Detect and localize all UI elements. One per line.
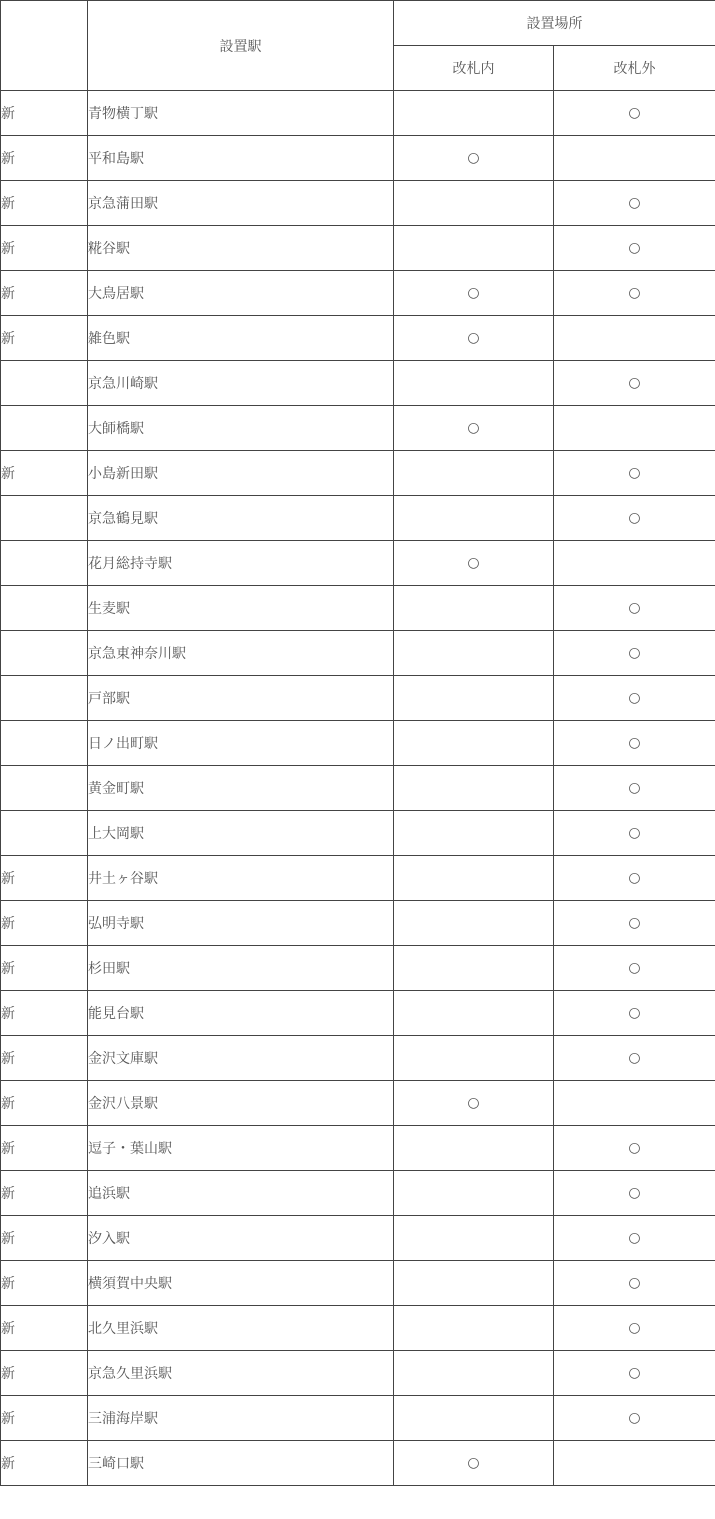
station-name-cell: 戸部駅 (88, 676, 394, 721)
station-name-cell: 日ノ出町駅 (88, 721, 394, 766)
table-row (1, 1171, 715, 1216)
station-name-cell: 京急蒲田駅 (88, 181, 394, 226)
station-name-cell: 汐入駅 (88, 1216, 394, 1261)
new-flag-cell: 新 (1, 1396, 88, 1441)
inside-gate-cell (394, 1306, 554, 1351)
inside-gate-header: 改札内 (394, 46, 554, 91)
outside-gate-cell (554, 406, 715, 451)
outside-gate-cell: ○ (554, 721, 715, 766)
station-name-cell: 横須賀中央駅 (88, 1261, 394, 1306)
table-row (1, 1441, 715, 1486)
new-flag-cell: 新 (1, 91, 88, 136)
station-name-cell: 上大岡駅 (88, 811, 394, 856)
outside-gate-cell: ○ (554, 1126, 715, 1171)
station-name-cell: 杉田駅 (88, 946, 394, 991)
inside-gate-cell (394, 451, 554, 496)
new-flag-cell: 新 (1, 1036, 88, 1081)
table-row (1, 586, 715, 631)
station-name-cell: 黄金町駅 (88, 766, 394, 811)
station-name-cell: 生麦駅 (88, 586, 394, 631)
inside-gate-cell: ○ (394, 1081, 554, 1126)
new-flag-cell (1, 541, 88, 586)
station-name-cell: 井土ヶ谷駅 (88, 856, 394, 901)
table-row (1, 1351, 715, 1396)
new-flag-cell: 新 (1, 901, 88, 946)
outside-gate-cell: ○ (554, 1171, 715, 1216)
new-flag-cell (1, 631, 88, 676)
station-name-cell: 弘明寺駅 (88, 901, 394, 946)
table-row (1, 721, 715, 766)
inside-gate-cell (394, 181, 554, 226)
table-row (1, 1036, 715, 1081)
outside-gate-cell: ○ (554, 226, 715, 271)
outside-gate-cell: ○ (554, 856, 715, 901)
table-row (1, 451, 715, 496)
inside-gate-cell: ○ (394, 1441, 554, 1486)
table-row (1, 406, 715, 451)
station-name-cell: 能見台駅 (88, 991, 394, 1036)
table-row (1, 1081, 715, 1126)
inside-gate-cell (394, 1261, 554, 1306)
inside-gate-cell (394, 946, 554, 991)
outside-gate-cell: ○ (554, 676, 715, 721)
inside-gate-cell (394, 721, 554, 766)
flag-column-header (1, 1, 88, 91)
outside-gate-cell (554, 541, 715, 586)
table-row (1, 1306, 715, 1351)
new-flag-cell: 新 (1, 991, 88, 1036)
new-flag-cell (1, 406, 88, 451)
station-name-cell: 糀谷駅 (88, 226, 394, 271)
inside-gate-cell (394, 226, 554, 271)
table-row (1, 541, 715, 586)
table-row (1, 1396, 715, 1441)
outside-gate-cell: ○ (554, 901, 715, 946)
station-name-cell: 金沢八景駅 (88, 1081, 394, 1126)
new-flag-cell: 新 (1, 1171, 88, 1216)
table-row (1, 631, 715, 676)
new-flag-cell: 新 (1, 451, 88, 496)
new-flag-cell: 新 (1, 1306, 88, 1351)
inside-gate-cell (394, 856, 554, 901)
outside-gate-cell: ○ (554, 1306, 715, 1351)
station-name-cell: 京急鶴見駅 (88, 496, 394, 541)
outside-gate-header: 改札外 (554, 46, 715, 91)
inside-gate-cell: ○ (394, 271, 554, 316)
station-name-cell: 花月総持寺駅 (88, 541, 394, 586)
outside-gate-cell: ○ (554, 766, 715, 811)
inside-gate-cell: ○ (394, 406, 554, 451)
station-name-cell: 追浜駅 (88, 1171, 394, 1216)
outside-gate-cell: ○ (554, 1036, 715, 1081)
inside-gate-cell (394, 586, 554, 631)
new-flag-cell: 新 (1, 946, 88, 991)
outside-gate-cell: ○ (554, 631, 715, 676)
inside-gate-cell: ○ (394, 541, 554, 586)
inside-gate-cell (394, 1036, 554, 1081)
table-row (1, 946, 715, 991)
outside-gate-cell: ○ (554, 181, 715, 226)
station-name-cell: 大師橋駅 (88, 406, 394, 451)
station-name-cell: 金沢文庫駅 (88, 1036, 394, 1081)
station-name-cell: 雑色駅 (88, 316, 394, 361)
new-flag-cell: 新 (1, 271, 88, 316)
table-row (1, 496, 715, 541)
inside-gate-cell (394, 676, 554, 721)
outside-gate-cell: ○ (554, 586, 715, 631)
new-flag-cell: 新 (1, 1081, 88, 1126)
inside-gate-cell (394, 1171, 554, 1216)
outside-gate-cell: ○ (554, 1396, 715, 1441)
new-flag-cell (1, 676, 88, 721)
inside-gate-cell (394, 811, 554, 856)
table-row (1, 856, 715, 901)
location-column-header: 設置場所 (394, 1, 715, 46)
new-flag-cell (1, 496, 88, 541)
table-row (1, 1216, 715, 1261)
table-row (1, 811, 715, 856)
outside-gate-cell: ○ (554, 271, 715, 316)
new-flag-cell (1, 721, 88, 766)
new-flag-cell (1, 811, 88, 856)
station-name-cell: 北久里浜駅 (88, 1306, 394, 1351)
outside-gate-cell: ○ (554, 451, 715, 496)
new-flag-cell (1, 766, 88, 811)
table-row (1, 136, 715, 181)
station-name-cell: 小島新田駅 (88, 451, 394, 496)
inside-gate-cell (394, 766, 554, 811)
outside-gate-cell (554, 316, 715, 361)
header-row-top (1, 1, 715, 46)
inside-gate-cell (394, 1216, 554, 1261)
table-row (1, 271, 715, 316)
outside-gate-cell: ○ (554, 91, 715, 136)
inside-gate-cell (394, 361, 554, 406)
table-row (1, 1126, 715, 1171)
station-name-cell: 逗子・葉山駅 (88, 1126, 394, 1171)
inside-gate-cell (394, 496, 554, 541)
inside-gate-cell (394, 1126, 554, 1171)
station-name-cell: 青物横丁駅 (88, 91, 394, 136)
station-name-cell: 京急川崎駅 (88, 361, 394, 406)
outside-gate-cell: ○ (554, 1216, 715, 1261)
table-row (1, 316, 715, 361)
inside-gate-cell: ○ (394, 316, 554, 361)
inside-gate-cell: ○ (394, 136, 554, 181)
inside-gate-cell (394, 91, 554, 136)
table-row (1, 676, 715, 721)
outside-gate-cell: ○ (554, 1351, 715, 1396)
new-flag-cell (1, 361, 88, 406)
station-name-cell: 平和島駅 (88, 136, 394, 181)
new-flag-cell: 新 (1, 1216, 88, 1261)
table-row (1, 361, 715, 406)
outside-gate-cell: ○ (554, 1261, 715, 1306)
inside-gate-cell (394, 1351, 554, 1396)
outside-gate-cell (554, 1081, 715, 1126)
table-header (1, 1, 715, 91)
table-row (1, 766, 715, 811)
new-flag-cell: 新 (1, 856, 88, 901)
table-row (1, 226, 715, 271)
outside-gate-cell: ○ (554, 991, 715, 1036)
station-name-cell: 大鳥居駅 (88, 271, 394, 316)
inside-gate-cell (394, 901, 554, 946)
new-flag-cell: 新 (1, 226, 88, 271)
outside-gate-cell (554, 136, 715, 181)
inside-gate-cell (394, 631, 554, 676)
inside-gate-cell (394, 1396, 554, 1441)
new-flag-cell (1, 586, 88, 631)
outside-gate-cell: ○ (554, 361, 715, 406)
table-row (1, 991, 715, 1036)
new-flag-cell: 新 (1, 1441, 88, 1486)
table-body (1, 91, 715, 1486)
outside-gate-cell: ○ (554, 811, 715, 856)
table-row (1, 1261, 715, 1306)
station-name-cell: 三浦海岸駅 (88, 1396, 394, 1441)
station-name-cell: 京急久里浜駅 (88, 1351, 394, 1396)
outside-gate-cell (554, 1441, 715, 1486)
table-row (1, 181, 715, 226)
outside-gate-cell: ○ (554, 496, 715, 541)
table-row (1, 91, 715, 136)
new-flag-cell: 新 (1, 316, 88, 361)
station-column-header: 設置駅 (88, 1, 394, 91)
table-row (1, 901, 715, 946)
station-name-cell: 三崎口駅 (88, 1441, 394, 1486)
new-flag-cell: 新 (1, 1261, 88, 1306)
outside-gate-cell: ○ (554, 946, 715, 991)
station-name-cell: 京急東神奈川駅 (88, 631, 394, 676)
new-flag-cell: 新 (1, 1126, 88, 1171)
new-flag-cell: 新 (1, 136, 88, 181)
inside-gate-cell (394, 991, 554, 1036)
new-flag-cell: 新 (1, 1351, 88, 1396)
new-flag-cell: 新 (1, 181, 88, 226)
